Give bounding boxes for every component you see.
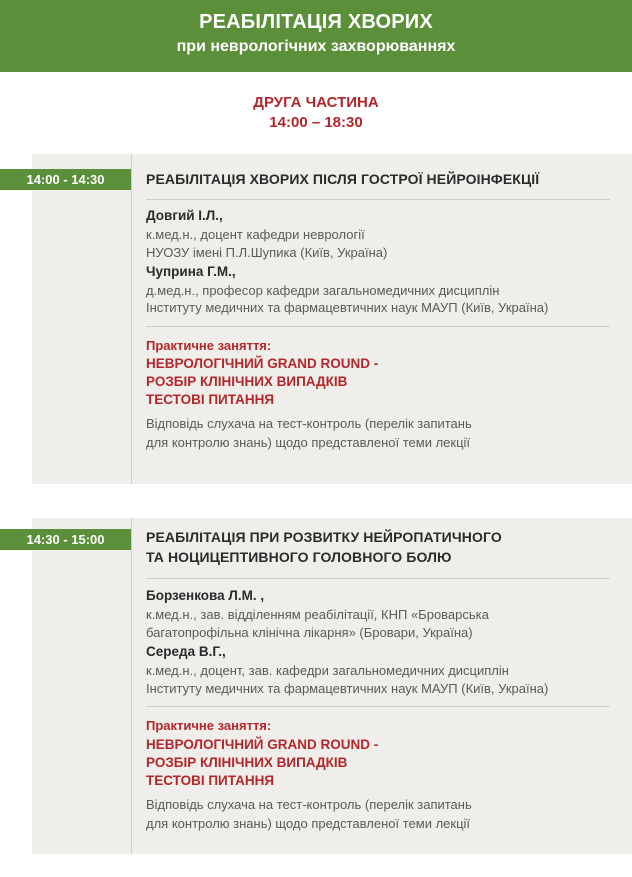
practice-answer: для контролю знань) щодо представленої теми лекції (146, 816, 471, 831)
speaker-name: Середа В.Г., (146, 644, 226, 659)
page-header (0, 0, 632, 72)
session-title-rule-1 (146, 199, 610, 200)
session-divider-1 (131, 154, 132, 484)
speaker-name: Борзенкова Л.М. , (146, 588, 265, 603)
session-title-2: ТА НОЦИЦЕПТИВНОГО ГОЛОВНОГО БОЛЮ (146, 549, 452, 565)
session-time-1: 14:00 - 14:30 (0, 169, 131, 190)
practice-label: Практичне заняття: (146, 718, 272, 733)
header-title: РЕАБІЛІТАЦІЯ ХВОРИХ (199, 11, 433, 33)
session-title-2: РЕАБІЛІТАЦІЯ ПРИ РОЗВИТКУ НЕЙРОПАТИЧНОГО (146, 529, 502, 545)
practice-answer: Відповідь слухача на тест-контроль (перелік запитань (146, 797, 472, 812)
header-subtitle: при неврологічних захворюваннях (176, 38, 456, 55)
practice-answer: для контролю знань) щодо представленої теми лекції (146, 435, 471, 450)
part-time: 14:00 – 18:30 (269, 114, 363, 131)
practice-answer: Відповідь слухача на тест-контроль (перелік запитань (146, 416, 472, 431)
speaker-details: к.мед.н., зав. відділенням реабілітації, КНП «Броварська (146, 607, 489, 622)
speaker-details: к.мед.н., доцент, зав. кафедри загальномедичних дисциплін (146, 663, 509, 678)
speaker-details: к.мед.н., доцент кафедри неврології (146, 227, 365, 242)
session-speakers-rule-1 (146, 326, 610, 327)
practice-title: ТЕСТОВІ ПИТАННЯ (146, 773, 275, 788)
practice-title: ТЕСТОВІ ПИТАННЯ (146, 392, 275, 407)
session-divider-2 (131, 518, 132, 854)
speaker-name: Чуприна Г.М., (146, 264, 236, 279)
session-title-1: РЕАБІЛІТАЦІЯ ХВОРИХ ПІСЛЯ ГОСТРОЇ НЕЙРОІНФЕКЦІЇ (146, 171, 540, 187)
session-speakers-rule-2 (146, 706, 610, 707)
practice-title: РОЗБІР КЛІНІЧНИХ ВИПАДКІВ (146, 755, 348, 770)
speaker-name: Довгий І.Л., (146, 208, 223, 223)
session-title-rule-2 (146, 578, 610, 579)
part-label: ДРУГА ЧАСТИНА (253, 94, 379, 111)
session-time-2: 14:30 - 15:00 (0, 529, 131, 550)
speaker-details: НУОЗУ імені П.Л.Шупика (Київ, Україна) (146, 245, 388, 260)
practice-title: НЕВРОЛОГІЧНИЙ GRAND ROUND - (146, 737, 379, 752)
speaker-details: Інституту медичних та фармацевтичних наук МАУП (Київ, Україна) (146, 681, 549, 696)
practice-title: НЕВРОЛОГІЧНИЙ GRAND ROUND - (146, 356, 379, 371)
speaker-details: багатопрофільна клінічна лікарня» (Бровари, Україна) (146, 625, 473, 640)
practice-title: РОЗБІР КЛІНІЧНИХ ВИПАДКІВ (146, 374, 348, 389)
practice-label: Практичне заняття: (146, 338, 272, 353)
speaker-details: д.мед.н., професор кафедри загальномедичних дисциплін (146, 283, 500, 298)
speaker-details: Інституту медичних та фармацевтичних наук МАУП (Київ, Україна) (146, 300, 549, 315)
